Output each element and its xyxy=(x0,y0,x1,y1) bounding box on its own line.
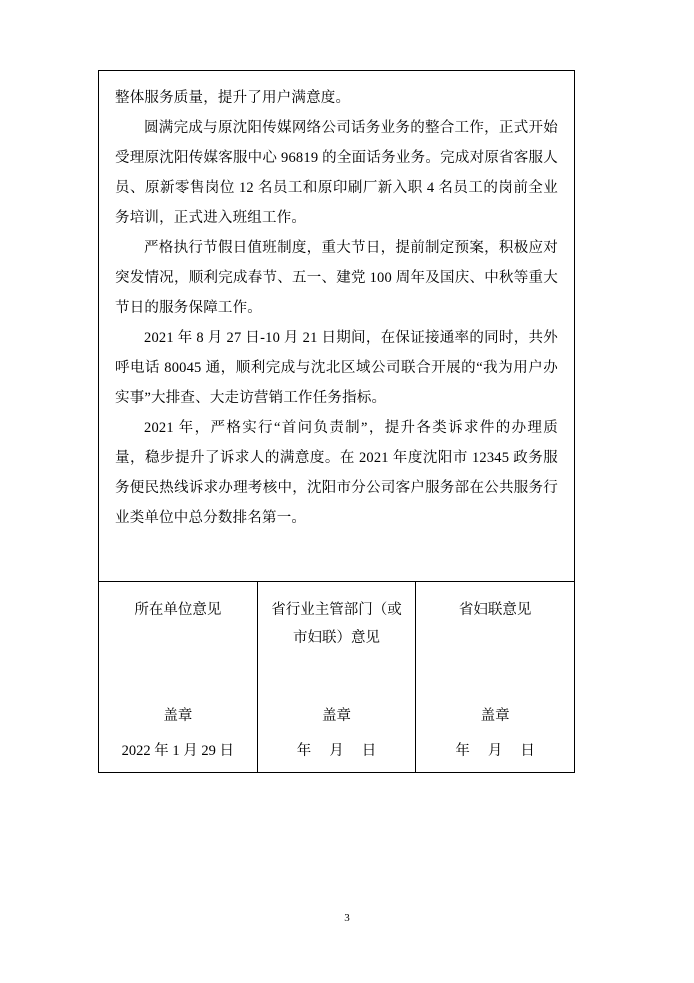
date-year-label: 年 xyxy=(455,743,470,759)
signature-stamp-label: 盖章 xyxy=(322,708,351,724)
page-number: 3 xyxy=(344,912,350,924)
signature-cell-womens-federation xyxy=(415,582,574,772)
paragraph: 2021 年 8 月 27 日-10 月 21 日期间，在保证接通率的同时，共外呼电话 80045 通，顺利完成与沈北区域公司联合开展的“我为用户办实事”大排查、大走访营销工作任务指标。 xyxy=(115,330,558,406)
signature-stamp-label: 盖章 xyxy=(480,708,510,724)
signature-cell-unit xyxy=(99,582,257,772)
paragraph: 圆满完成与原沈阳传媒网络公司话务业务的整合工作，正式开始受理原沈阳传媒客服中心 96819 的全面话务业务。完成对原省客服人员、原新零售岗位 12 名员工和原印刷厂新入职 4 名员工的岗前全业务培训，正式进入班组工作。 xyxy=(115,120,558,226)
signature-title: 省行业主管部门（或市妇联）意见 xyxy=(271,602,402,647)
signature-row xyxy=(99,581,574,772)
signature-date-blank xyxy=(258,737,416,765)
paragraph: 严格执行节假日值班制度，重大节日，提前制定预案，积极应对突发情况，顺利完成春节、五一、建党 100 周年及国庆、中秋等重大节日的服务保障工作。 xyxy=(115,240,558,316)
date-day-label: 日 xyxy=(520,743,535,759)
signature-title: 所在单位意见 xyxy=(134,602,222,618)
signature-cell-industry-authority xyxy=(257,582,416,772)
date-month-label: 月 xyxy=(487,743,503,759)
paragraph: 整体服务质量，提升了用户满意度。 xyxy=(115,90,351,106)
date-day-label: 日 xyxy=(361,743,377,759)
signature-title: 省妇联意见 xyxy=(458,602,532,618)
signature-date: 2022 年 1 月 29 日 xyxy=(121,743,235,759)
paragraph: 2021 年，严格实行“首问负责制”，提升各类诉求件的办理质量，稳步提升了诉求人的满意度。在 2021 年度沈阳市 12345 政务服务便民热线诉求办理考核中，沈阳市分公司客户服务部在公共服务行业类单位中总分数排名第一。 xyxy=(115,420,558,526)
form-table xyxy=(98,70,575,773)
signature-stamp-label: 盖章 xyxy=(163,708,193,724)
date-year-label: 年 xyxy=(296,743,312,759)
signature-date-blank xyxy=(416,737,574,765)
content-cell xyxy=(99,71,574,581)
date-month-label: 月 xyxy=(329,743,344,759)
